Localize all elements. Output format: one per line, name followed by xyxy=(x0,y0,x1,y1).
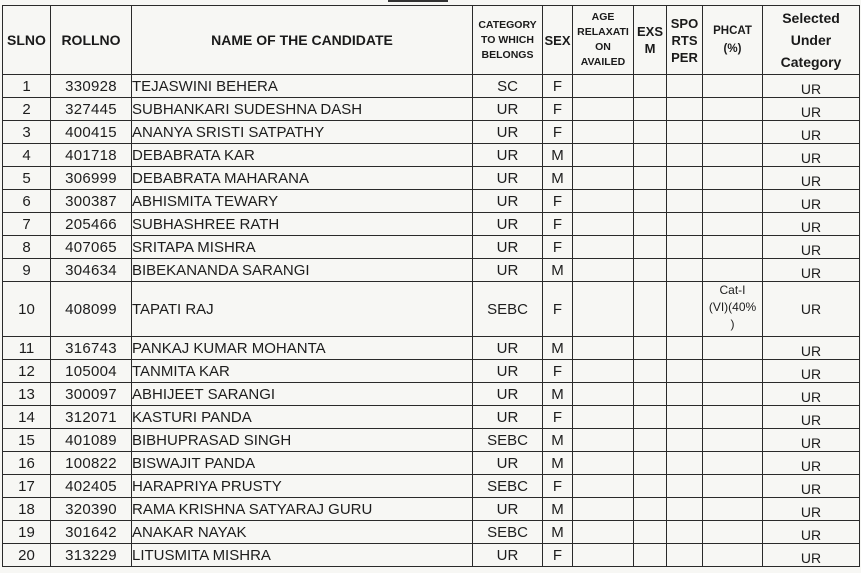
sports-cell xyxy=(667,236,703,259)
exsm-cell xyxy=(634,190,667,213)
exsm-cell xyxy=(634,236,667,259)
age-relaxation-cell xyxy=(573,429,634,452)
header-sports-line3: PER xyxy=(671,49,698,65)
sports-cell xyxy=(667,337,703,360)
age-relaxation-cell xyxy=(573,452,634,475)
exsm-cell xyxy=(634,144,667,167)
slno-cell: 15 xyxy=(3,429,51,452)
rollno-cell: 330928 xyxy=(51,75,132,98)
age-relaxation-cell xyxy=(573,259,634,282)
selected-category-cell: UR xyxy=(763,236,860,259)
rollno-cell: 205466 xyxy=(51,213,132,236)
rollno-cell: 301642 xyxy=(51,521,132,544)
slno-cell: 10 xyxy=(3,282,51,337)
phcat-cell xyxy=(703,406,763,429)
table-row xyxy=(3,98,860,121)
slno-cell: 12 xyxy=(3,360,51,383)
candidate-name-cell: ABHISMITA TEWARY xyxy=(132,190,473,213)
candidate-name-cell: TAPATI RAJ xyxy=(132,282,473,337)
category-cell: UR xyxy=(473,236,543,259)
selected-category-cell: UR xyxy=(763,383,860,406)
rollno-cell: 400415 xyxy=(51,121,132,144)
table-row xyxy=(3,521,860,544)
table-row xyxy=(3,213,860,236)
phcat-line: ) xyxy=(730,317,735,331)
sex-cell: F xyxy=(543,360,573,383)
sex-cell: M xyxy=(543,521,573,544)
sports-cell xyxy=(667,98,703,121)
category-cell: UR xyxy=(473,259,543,282)
candidate-name-cell: BIBHUPRASAD SINGH xyxy=(132,429,473,452)
selected-category-cell: UR xyxy=(763,429,860,452)
candidate-name-cell: TEJASWINI BEHERA xyxy=(132,75,473,98)
rollno-cell: 401718 xyxy=(51,144,132,167)
header-sex: SEX xyxy=(543,6,573,75)
header-phcat-line1: PHCAT xyxy=(713,25,752,37)
age-relaxation-cell xyxy=(573,475,634,498)
candidate-name-cell: KASTURI PANDA xyxy=(132,406,473,429)
exsm-cell xyxy=(634,337,667,360)
slno-cell: 7 xyxy=(3,213,51,236)
selected-category-cell: UR xyxy=(763,337,860,360)
sports-cell xyxy=(667,475,703,498)
category-cell: UR xyxy=(473,544,543,567)
header-selected-line3: Category xyxy=(780,54,842,70)
age-relaxation-cell xyxy=(573,236,634,259)
age-relaxation-cell xyxy=(573,337,634,360)
category-cell: UR xyxy=(473,406,543,429)
table-row xyxy=(3,544,860,567)
table-row xyxy=(3,236,860,259)
sports-cell xyxy=(667,383,703,406)
header-selected-line1: Selected xyxy=(782,10,840,26)
exsm-cell xyxy=(634,121,667,144)
selected-category-cell: UR xyxy=(763,475,860,498)
sports-cell xyxy=(667,167,703,190)
header-age-line3: ON xyxy=(595,41,611,53)
selected-category-cell: UR xyxy=(763,121,860,144)
slno-cell: 2 xyxy=(3,98,51,121)
sex-cell: F xyxy=(543,236,573,259)
exsm-cell xyxy=(634,429,667,452)
table-row xyxy=(3,75,860,98)
table-row xyxy=(3,498,860,521)
exsm-cell xyxy=(634,498,667,521)
age-relaxation-cell xyxy=(573,521,634,544)
phcat-cell xyxy=(703,236,763,259)
selected-category-cell: UR xyxy=(763,98,860,121)
candidate-name-cell: ABHIJEET SARANGI xyxy=(132,383,473,406)
phcat-cell xyxy=(703,452,763,475)
header-category-line3: BELONGS xyxy=(481,48,534,61)
candidate-name-cell: DEBABRATA KAR xyxy=(132,144,473,167)
phcat-cell xyxy=(703,121,763,144)
category-cell: UR xyxy=(473,121,543,144)
header-age-line2: RELAXATI xyxy=(577,26,629,38)
header-name: NAME OF THE CANDIDATE xyxy=(132,6,473,75)
header-sports-line1: SPO xyxy=(670,15,699,31)
age-relaxation-cell xyxy=(573,75,634,98)
slno-cell: 13 xyxy=(3,383,51,406)
rollno-cell: 408099 xyxy=(51,282,132,337)
exsm-cell xyxy=(634,213,667,236)
rollno-cell: 105004 xyxy=(51,360,132,383)
header-age-line1: AGE xyxy=(591,11,615,23)
candidate-table xyxy=(2,5,860,567)
header-category xyxy=(473,6,543,75)
sex-cell: F xyxy=(543,190,573,213)
category-cell: SEBC xyxy=(473,282,543,337)
slno-cell: 17 xyxy=(3,475,51,498)
table-row xyxy=(3,406,860,429)
phcat-cell xyxy=(703,190,763,213)
slno-cell: 1 xyxy=(3,75,51,98)
table-row xyxy=(3,475,860,498)
rollno-cell: 313229 xyxy=(51,544,132,567)
header-selected xyxy=(763,6,860,75)
sex-cell: F xyxy=(543,475,573,498)
category-cell: UR xyxy=(473,360,543,383)
header-rollno: ROLLNO xyxy=(51,6,132,75)
sports-cell xyxy=(667,121,703,144)
age-relaxation-cell xyxy=(573,190,634,213)
phcat-cell xyxy=(703,498,763,521)
selected-category-cell: UR xyxy=(763,360,860,383)
slno-cell: 16 xyxy=(3,452,51,475)
age-relaxation-cell xyxy=(573,498,634,521)
candidate-name-cell: PANKAJ KUMAR MOHANTA xyxy=(132,337,473,360)
phcat-cell xyxy=(703,98,763,121)
slno-cell: 18 xyxy=(3,498,51,521)
phcat-cell xyxy=(703,75,763,98)
table-row xyxy=(3,144,860,167)
slno-cell: 5 xyxy=(3,167,51,190)
slno-cell: 11 xyxy=(3,337,51,360)
header-row xyxy=(3,6,860,75)
phcat-cell xyxy=(703,337,763,360)
category-cell: UR xyxy=(473,190,543,213)
sex-cell: M xyxy=(543,498,573,521)
category-cell: UR xyxy=(473,498,543,521)
phcat-cell xyxy=(703,360,763,383)
exsm-cell xyxy=(634,282,667,337)
sex-cell: F xyxy=(543,121,573,144)
sports-cell xyxy=(667,406,703,429)
phcat-cell xyxy=(703,259,763,282)
header-phcat-line2: (%) xyxy=(723,43,742,55)
exsm-cell xyxy=(634,259,667,282)
phcat-cell xyxy=(703,282,763,337)
sports-cell xyxy=(667,213,703,236)
table-row xyxy=(3,337,860,360)
selected-category-cell: UR xyxy=(763,144,860,167)
category-cell: UR xyxy=(473,337,543,360)
sports-cell xyxy=(667,544,703,567)
category-cell: SEBC xyxy=(473,429,543,452)
exsm-cell xyxy=(634,167,667,190)
candidate-name-cell: RAMA KRISHNA SATYARAJ GURU xyxy=(132,498,473,521)
header-slno: SLNO xyxy=(3,6,51,75)
header-exsm-line1: EXS xyxy=(636,24,663,39)
category-cell: UR xyxy=(473,213,543,236)
rollno-cell: 100822 xyxy=(51,452,132,475)
rollno-cell: 407065 xyxy=(51,236,132,259)
candidate-name-cell: SUBHANKARI SUDESHNA DASH xyxy=(132,98,473,121)
sex-cell: F xyxy=(543,213,573,236)
header-underline xyxy=(388,0,448,2)
table-row xyxy=(3,259,860,282)
sports-cell xyxy=(667,521,703,544)
selected-category-cell: UR xyxy=(763,406,860,429)
header-sports-line2: RTS xyxy=(671,32,698,48)
slno-cell: 9 xyxy=(3,259,51,282)
age-relaxation-cell xyxy=(573,213,634,236)
age-relaxation-cell xyxy=(573,544,634,567)
sex-cell: F xyxy=(543,406,573,429)
exsm-cell xyxy=(634,406,667,429)
candidate-name-cell: LITUSMITA MISHRA xyxy=(132,544,473,567)
exsm-cell xyxy=(634,75,667,98)
candidate-name-cell: BIBEKANANDA SARANGI xyxy=(132,259,473,282)
candidate-name-cell: ANAKAR NAYAK xyxy=(132,521,473,544)
selected-category-cell: UR xyxy=(763,498,860,521)
phcat-cell xyxy=(703,521,763,544)
sports-cell xyxy=(667,360,703,383)
category-cell: SEBC xyxy=(473,475,543,498)
exsm-cell xyxy=(634,544,667,567)
category-cell: SEBC xyxy=(473,521,543,544)
slno-cell: 3 xyxy=(3,121,51,144)
candidate-name-cell: TANMITA KAR xyxy=(132,360,473,383)
exsm-cell xyxy=(634,98,667,121)
table-row xyxy=(3,452,860,475)
sex-cell: M xyxy=(543,337,573,360)
selected-category-cell: UR xyxy=(763,167,860,190)
age-relaxation-cell xyxy=(573,144,634,167)
selected-category-cell: UR xyxy=(763,75,860,98)
exsm-cell xyxy=(634,475,667,498)
header-exsm-line2: M xyxy=(644,41,656,56)
header-category-line2: TO WHICH xyxy=(481,33,534,46)
phcat-cell xyxy=(703,544,763,567)
sex-cell: F xyxy=(543,98,573,121)
exsm-cell xyxy=(634,521,667,544)
rollno-cell: 300387 xyxy=(51,190,132,213)
table-row xyxy=(3,360,860,383)
header-category-line1: CATEGORY xyxy=(478,18,537,31)
exsm-cell xyxy=(634,452,667,475)
sex-cell: F xyxy=(543,282,573,337)
sex-cell: M xyxy=(543,144,573,167)
category-cell: UR xyxy=(473,167,543,190)
sports-cell xyxy=(667,452,703,475)
candidate-name-cell: DEBABRATA MAHARANA xyxy=(132,167,473,190)
age-relaxation-cell xyxy=(573,98,634,121)
table-row xyxy=(3,190,860,213)
category-cell: UR xyxy=(473,144,543,167)
sports-cell xyxy=(667,144,703,167)
age-relaxation-cell xyxy=(573,282,634,337)
sex-cell: M xyxy=(543,452,573,475)
sports-cell xyxy=(667,75,703,98)
header-age-line4: AVAILED xyxy=(580,56,626,68)
candidate-name-cell: SRITAPA MISHRA xyxy=(132,236,473,259)
slno-cell: 4 xyxy=(3,144,51,167)
sex-cell: M xyxy=(543,259,573,282)
slno-cell: 8 xyxy=(3,236,51,259)
rollno-cell: 320390 xyxy=(51,498,132,521)
selected-category-cell: UR xyxy=(763,213,860,236)
slno-cell: 20 xyxy=(3,544,51,567)
rollno-cell: 306999 xyxy=(51,167,132,190)
table-row xyxy=(3,121,860,144)
rollno-cell: 401089 xyxy=(51,429,132,452)
phcat-cell xyxy=(703,429,763,452)
category-cell: SC xyxy=(473,75,543,98)
candidate-name-cell: HARAPRIYA PRUSTY xyxy=(132,475,473,498)
slno-cell: 14 xyxy=(3,406,51,429)
category-cell: UR xyxy=(473,383,543,406)
table-body xyxy=(3,75,860,567)
phcat-cell xyxy=(703,144,763,167)
phcat-cell xyxy=(703,475,763,498)
selected-category-cell: UR xyxy=(763,521,860,544)
header-age-relaxation xyxy=(573,6,634,75)
selected-category-cell: UR xyxy=(763,259,860,282)
rollno-cell: 327445 xyxy=(51,98,132,121)
selected-category-cell: UR xyxy=(763,544,860,567)
category-cell: UR xyxy=(473,452,543,475)
phcat-cell xyxy=(703,383,763,406)
header-selected-line2: Under xyxy=(790,32,832,48)
sex-cell: M xyxy=(543,429,573,452)
sports-cell xyxy=(667,498,703,521)
sex-cell: F xyxy=(543,75,573,98)
candidate-name-cell: SUBHASHREE RATH xyxy=(132,213,473,236)
sex-cell: M xyxy=(543,383,573,406)
selected-category-cell: UR xyxy=(763,190,860,213)
phcat-line: Cat-I xyxy=(719,283,746,297)
table-row xyxy=(3,282,860,337)
sex-cell: F xyxy=(543,544,573,567)
sports-cell xyxy=(667,429,703,452)
slno-cell: 6 xyxy=(3,190,51,213)
rollno-cell: 402405 xyxy=(51,475,132,498)
candidate-name-cell: BISWAJIT PANDA xyxy=(132,452,473,475)
age-relaxation-cell xyxy=(573,383,634,406)
sex-cell: M xyxy=(543,167,573,190)
header-exsm xyxy=(634,6,667,75)
table-row xyxy=(3,383,860,406)
candidate-name-cell: ANANYA SRISTI SATPATHY xyxy=(132,121,473,144)
selected-category-cell: UR xyxy=(763,452,860,475)
header-sports xyxy=(667,6,703,75)
sports-cell xyxy=(667,259,703,282)
sports-cell xyxy=(667,282,703,337)
selected-category-cell: UR xyxy=(763,282,860,337)
exsm-cell xyxy=(634,360,667,383)
table-row xyxy=(3,429,860,452)
table-row xyxy=(3,167,860,190)
exsm-cell xyxy=(634,383,667,406)
header-phcat xyxy=(703,6,763,75)
slno-cell: 19 xyxy=(3,521,51,544)
category-cell: UR xyxy=(473,98,543,121)
age-relaxation-cell xyxy=(573,121,634,144)
rollno-cell: 304634 xyxy=(51,259,132,282)
age-relaxation-cell xyxy=(573,360,634,383)
age-relaxation-cell xyxy=(573,167,634,190)
phcat-line: (VI)(40% xyxy=(708,300,757,314)
age-relaxation-cell xyxy=(573,406,634,429)
phcat-cell xyxy=(703,167,763,190)
rollno-cell: 316743 xyxy=(51,337,132,360)
rollno-cell: 300097 xyxy=(51,383,132,406)
phcat-cell xyxy=(703,213,763,236)
rollno-cell: 312071 xyxy=(51,406,132,429)
sports-cell xyxy=(667,190,703,213)
